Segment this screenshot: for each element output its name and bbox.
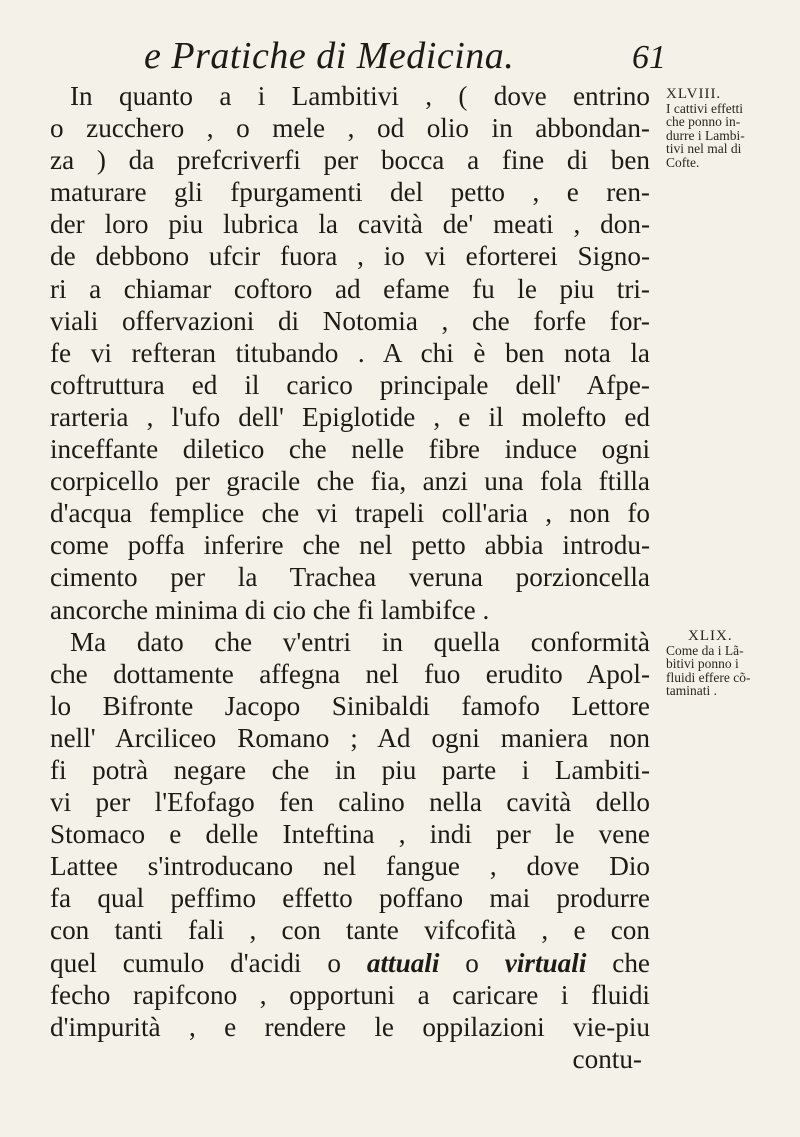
text-line: maturare gli fpurgamenti del petto , e ren- [50,177,650,208]
text-line: corpicello per gracile che fia, anzi una fola ftilla [50,466,650,497]
margin-note-line: bitivi ponno i [666,656,739,672]
text-line: Stomaco e delle Inteftina , indi per le vene [50,819,650,850]
text-line: d'impurità , e rendere le oppilazioni vie-piu [50,1011,650,1042]
running-head [118,34,678,78]
text-line: lo Bifronte Jacopo Sinibaldi famofo Lettore [50,690,650,721]
text-line: rarteria , l'ufo dell' Epiglotide , e il molefto ed [50,401,650,432]
body-text [50,80,650,1075]
margin-note-line: I cattivi effetti [666,100,743,116]
text-line: Ma dato che v'entri in quella conformità [70,626,650,657]
text-line: fi potrà negare che in piu parte i Lambiti- [50,754,650,785]
text-line: d'acqua femplice che vi trapeli coll'aria , non fo [50,498,650,529]
margin-note-line: che ponno in- [666,114,741,130]
text-line: In quanto a i Lambitivi , ( dove entrino [70,81,650,111]
margin-note-48 [666,88,796,170]
text-line: che dottamente affegna nel fuo erudito Apol- [50,658,650,689]
margin-note-line: Cofte. [666,154,700,170]
text-line: o zucchero , o mele , od olio in abbondan- [50,113,650,144]
catchword: contu- [572,1043,642,1074]
line-part: o [439,947,505,978]
page-number: 61 [632,39,666,76]
margin-note-line: durre i Lambi- [666,127,745,143]
text-line: vi per l'Efofago fen calino nella cavità dello [50,787,650,818]
margin-note-number: XLIX. [688,628,733,644]
margin-note-line: Come da i Lã- [666,642,744,658]
text-line-with-italics [50,947,650,979]
text-line: der loro piu lubrica la cavità de' meati , don- [50,209,650,240]
text-line: viali offervazioni di Notomia , che forfe for- [50,305,650,336]
margin-note-line: tivi nel mal di [666,141,742,157]
text-line: cimento per la Trachea veruna porzioncella [50,562,650,593]
margin-note-line: fluidi effere cõ- [666,669,751,685]
text-line: ancorche minima di cio che fi lambifce . [50,594,490,625]
text-line: inceffante diletico che nelle fibre induce ogni [50,434,650,465]
text-line: coftruttura ed il carico principale dell' Afpe- [50,369,650,400]
margin-note-line: taminati . [666,683,717,699]
text-line: Lattee s'introducano nel fangue , dove Dio [50,851,650,882]
line-part: che [586,947,651,978]
text-line: de debbono ufcir fuora , io vi eforterei Signo- [50,241,650,272]
margin-note-number: XLVIII. [666,86,722,102]
line-part: quel cumulo d'acidi o [50,947,367,978]
text-line: fe vi refteran titubando . A chi è ben nota la [50,337,650,368]
running-head-title: e Pratiche di Medicina. [144,35,515,77]
text-line: ri a chiamar coftoro ad efame fu le piu tri- [50,273,650,304]
text-line: fecho rapifcono , opportuni a caricare i fluidi [50,979,650,1010]
text-line: nell' Arciliceo Romano ; Ad ogni maniera non [50,722,650,753]
margin-note-49 [666,630,796,698]
text-line: con tanti fali , con tante vifcofità , e con [50,915,650,946]
text-line: za ) da prefcriverfi per bocca a fine di ben [50,145,650,176]
italic-term: virtuali [504,947,587,978]
italic-term: attuali [366,947,440,978]
text-line: fa qual peffimo effetto poffano mai produrre [50,883,650,914]
text-line: come poffa inferire che nel petto abbia introdu- [50,530,650,561]
